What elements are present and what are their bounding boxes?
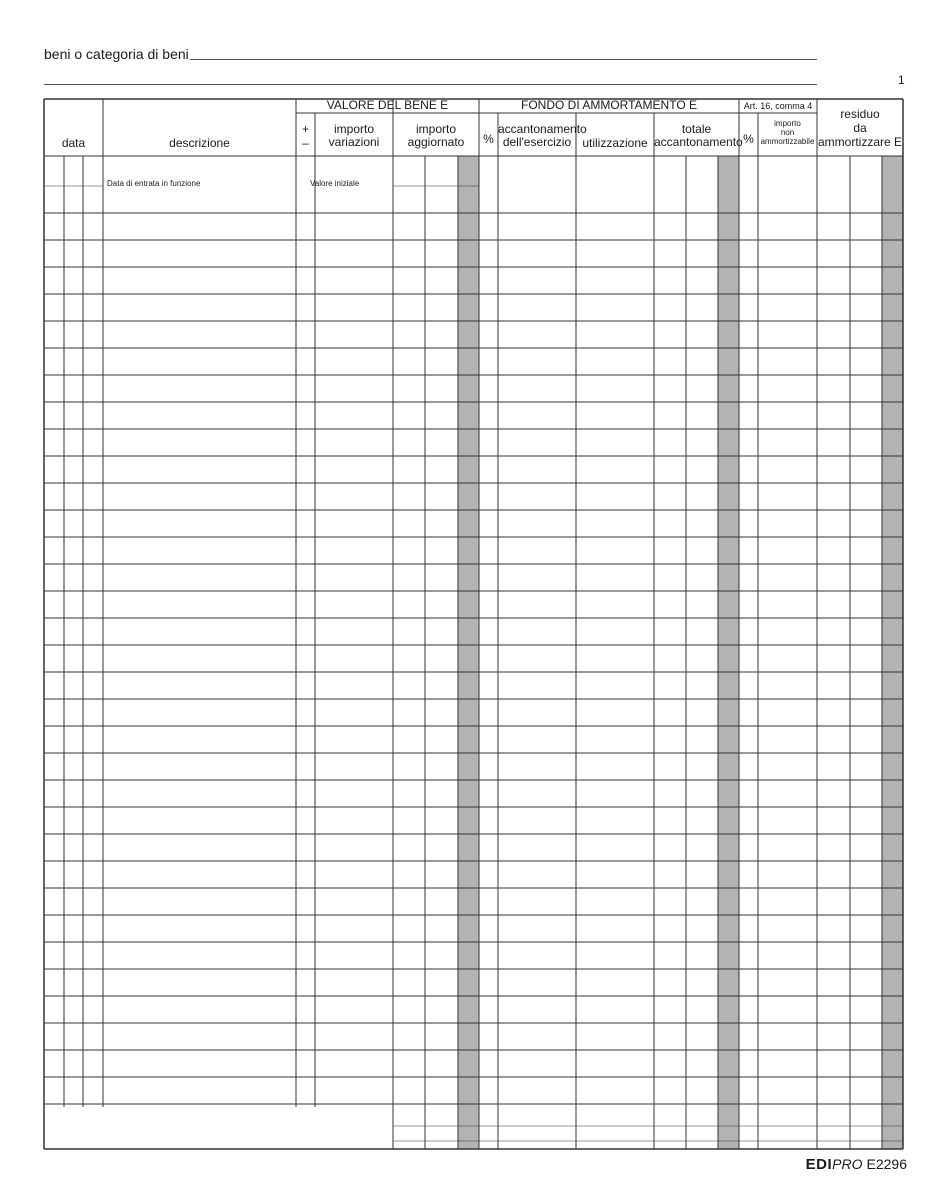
product-code: E2296 (866, 1156, 907, 1172)
brand-edi: EDI (805, 1156, 833, 1173)
entry-date-label: Data di entrata in funzione (107, 179, 201, 188)
header-importo-variazioni-line1: importo (333, 122, 374, 136)
header-totale-line2: accantonamento (654, 135, 743, 149)
header-residuo (817, 107, 903, 149)
header-percent-2: % (743, 132, 754, 146)
header-importo-variazioni (315, 123, 393, 149)
header-residuo-line2: da (853, 121, 867, 135)
page-number: 1 (898, 73, 905, 87)
header-data: data (61, 136, 86, 150)
header-percent-1: % (483, 132, 494, 146)
category-label: beni o categoria di beni (44, 46, 189, 62)
header-totale-accantonamento (654, 122, 743, 149)
header-importo-variazioni-line2: variazioni (328, 135, 380, 149)
header-utilizzazione: utilizzazione (582, 136, 648, 150)
shade-totale-decimals (718, 156, 739, 1149)
shade-residuo-decimals (882, 156, 903, 1149)
initial-value-label: Valore iniziale (310, 179, 360, 188)
brand-pro: PRO (832, 1156, 863, 1172)
header-plus: + (301, 122, 309, 136)
header-residuo-line1: residuo (840, 107, 880, 121)
header-importo-non-amm-line1: importo (774, 119, 801, 128)
header-totale-line1: totale (681, 122, 712, 136)
header-residuo-line3: ammortizzare E (817, 135, 903, 149)
header-accantonamento-line1: accantonamento (498, 122, 587, 136)
header-minus: – (302, 136, 309, 150)
header-art16: Art. 16, comma 4 (743, 101, 813, 111)
header-importo-aggiornato (393, 123, 479, 149)
header-importo-aggiornato-line1: importo (415, 122, 456, 136)
shaded-columns (458, 156, 903, 1149)
shade-importo-aggiornato-decimals (458, 156, 479, 1149)
header-accantonamento-line2: dell'esercizio (502, 135, 572, 149)
header-descrizione: descrizione (169, 136, 230, 150)
header-accantonamento (498, 122, 587, 149)
header-valore-del-bene: VALORE DEL BENE E (326, 98, 449, 112)
brand-logo (806, 1156, 907, 1173)
header-importo-non-amm-line3: ammortizzabile (760, 137, 815, 146)
header-importo-aggiornato-line2: aggiornato (407, 135, 465, 149)
header-fondo-ammortamento: FONDO DI AMMORTAMENTO E (520, 98, 697, 112)
header-importo-non-amm (758, 119, 817, 146)
header-importo-non-amm-line2: non (780, 128, 795, 137)
